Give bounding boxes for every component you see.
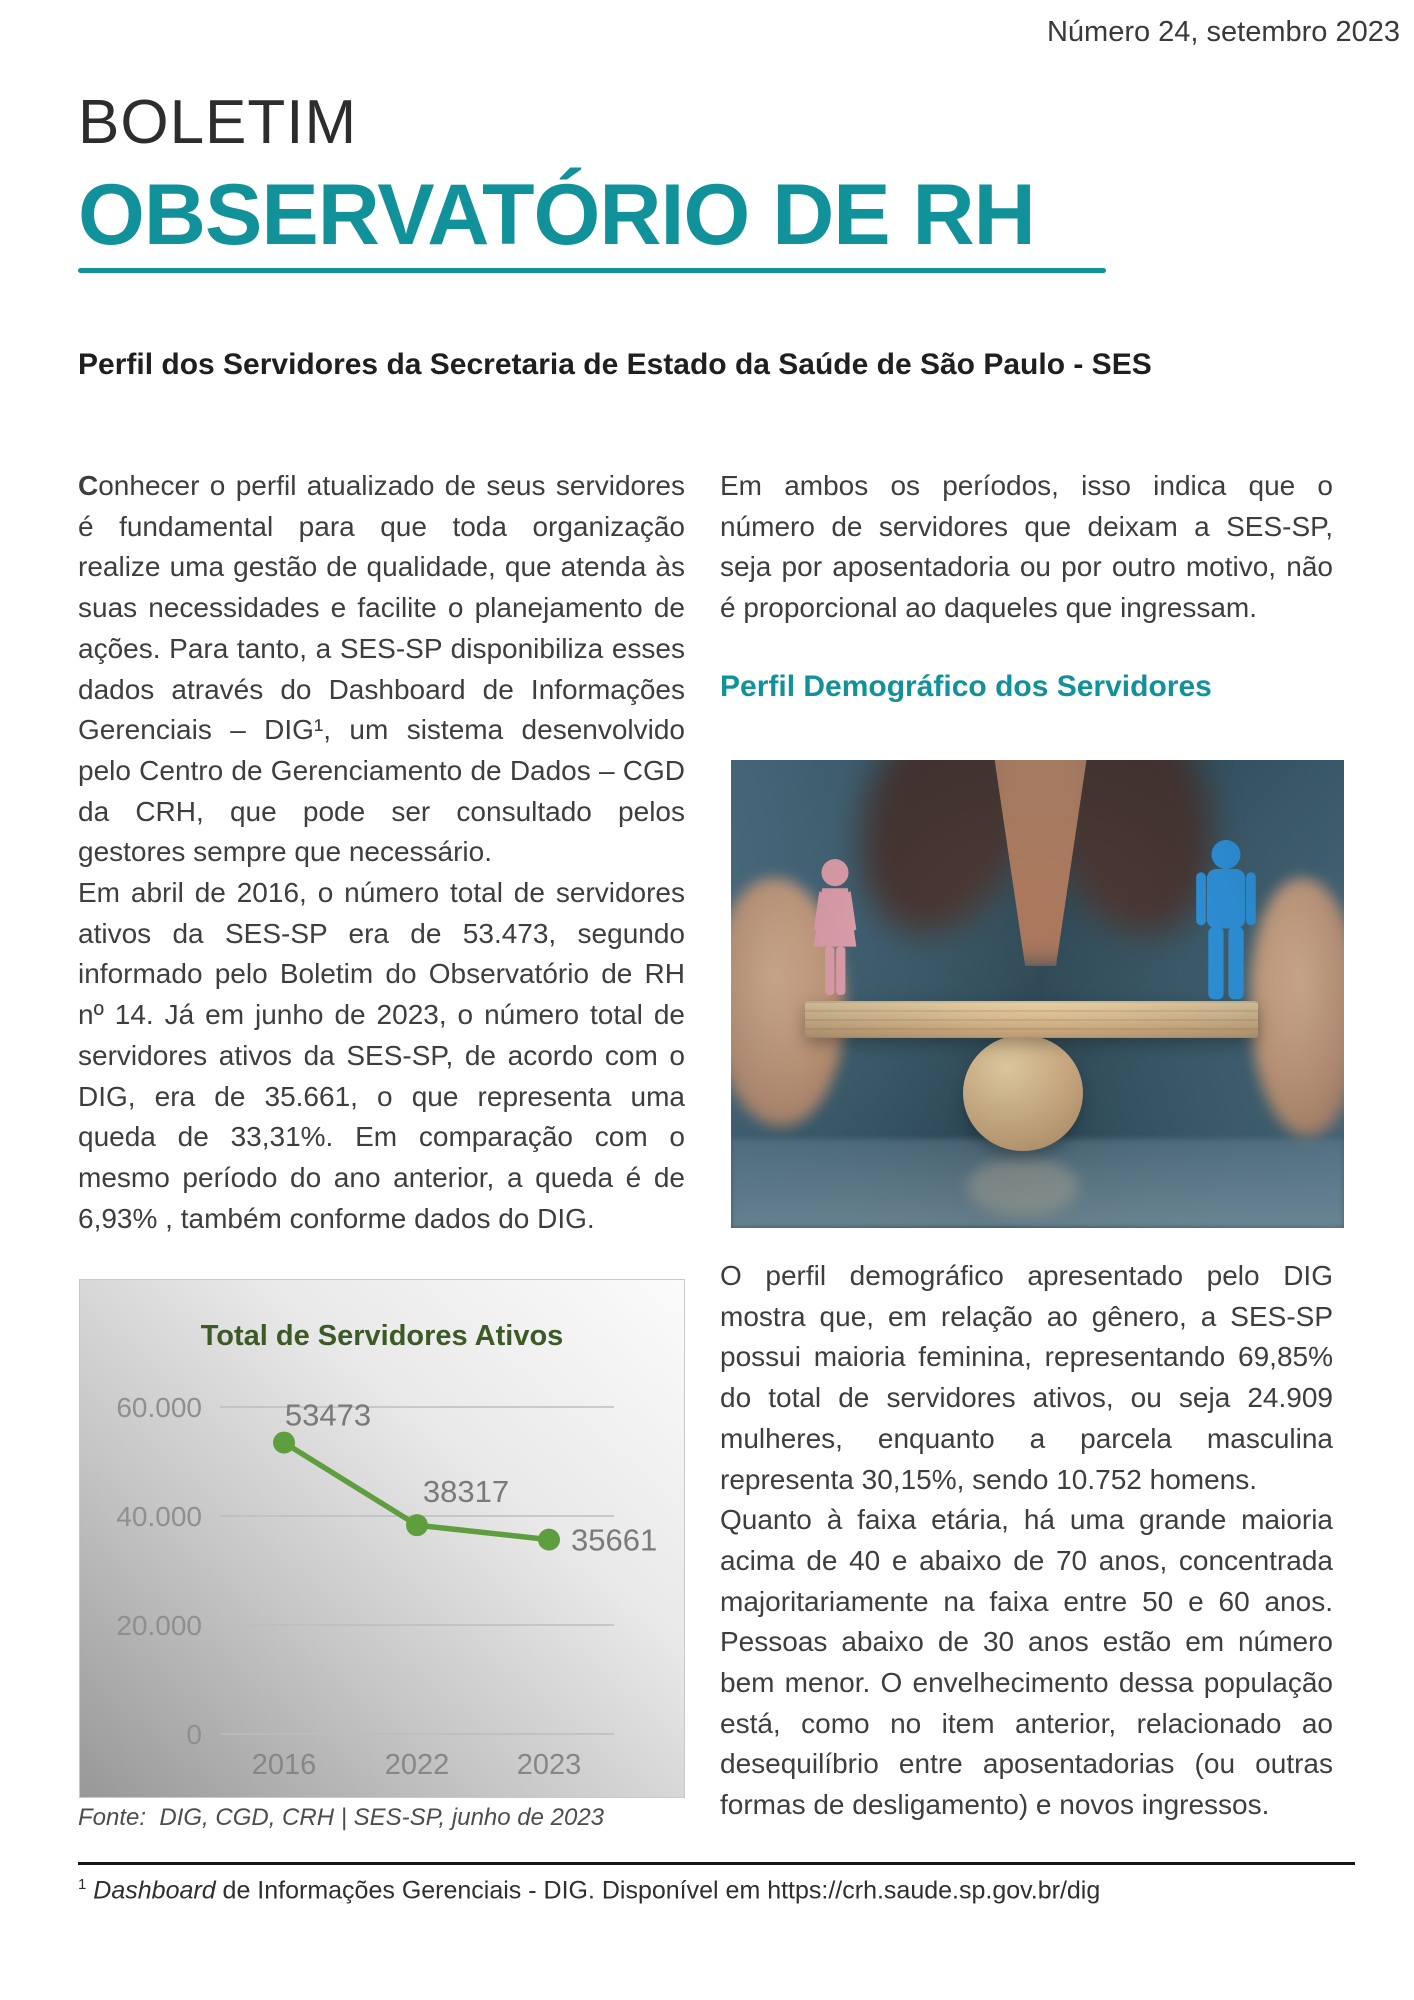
issue-date: Número 24, setembro 2023 — [1046, 16, 1400, 48]
svg-text:40.000: 40.000 — [116, 1501, 202, 1532]
servants-line-chart — [79, 1279, 685, 1798]
svg-text:2016: 2016 — [251, 1749, 317, 1781]
fulcrum-reflection — [967, 1158, 1079, 1216]
footnote-marker: 1 — [78, 1876, 87, 1893]
paragraph-age: Quanto à faixa etária, há uma grande maioria acima de 40 e abaixo de 70 anos, concentrada majoritariamente na faixa entre 50 e 60 anos. Pessoas abaixo de 30 anos estão em número bem menor. O envelhecimento dessa população está, como no item anterior, relacionado ao desequilíbrio entre aposentadorias (ou outras formas de desligamento) e novos ingressos. — [720, 1504, 1333, 1821]
drop-cap: C — [78, 470, 99, 501]
svg-text:0: 0 — [186, 1719, 202, 1750]
male-figure-icon — [1184, 840, 1268, 1001]
chart-source: Fonte: DIG, CGD, CRH | SES-SP, junho de 2023 — [78, 1804, 605, 1831]
svg-text:38317: 38317 — [422, 1474, 510, 1510]
right-column — [720, 466, 1333, 629]
paragraph-totals: Em abril de 2016, o número total de servidores ativos da SES-SP era de 53.473, segundo informado pelo Boletim do Observatório de RH nº 14. Já em junho de 2023, o número total de servidores ativos da SES-SP, de acordo com o DIG, era de 35.661, o que representa uma queda de 33,31%. Em comparação com o mesmo período do ano anterior, a queda é de 6,93% , também conforme dados do DIG. — [78, 877, 685, 1234]
chart-title: Total de Servidores Ativos — [200, 1320, 564, 1352]
title-underline — [78, 268, 1106, 273]
footnote-italic-word: Dashboard — [93, 1876, 216, 1905]
paragraph-balance: Em ambos os períodos, isso indica que o número de servidores que deixam a SES-SP, seja por aposentadoria ou por outro motivo, não é proporcional ao daqueles que ingressam. — [720, 470, 1333, 624]
svg-text:35661: 35661 — [571, 1522, 658, 1558]
chart-plot-area — [80, 1280, 686, 1799]
left-column — [78, 466, 685, 1239]
female-figure-icon — [798, 858, 872, 1001]
svg-text:60.000: 60.000 — [116, 1392, 202, 1423]
footnote-divider — [78, 1862, 1355, 1865]
wooden-fulcrum — [963, 1035, 1083, 1151]
svg-text:2022: 2022 — [384, 1749, 450, 1781]
section-heading-demographic: Perfil Demográfico dos Servidores — [720, 670, 1212, 703]
svg-text:20.000: 20.000 — [116, 1610, 202, 1641]
svg-text:2023: 2023 — [516, 1749, 582, 1781]
gender-balance-photo — [731, 760, 1344, 1228]
paragraph-intro-text: onhecer o perfil atualizado de seus servidores é fundamental para que toda organização realize uma gestão de qualidade, que atenda às suas necessidades e facilite o planejamento de ações. Para tanto, a SES-SP disponibiliza esses dados através do Dashboard de Informações Gerenciais – DIG¹, um sistema desenvolvido pelo Centro de Gerenciamento de Dados – CGD da CRH, que pode ser consultado pelos gestores sempre que necessário. — [78, 470, 685, 868]
article-subtitle: Perfil dos Servidores da Secretaria de Estado da Saúde de São Paulo - SES — [78, 348, 1152, 381]
svg-text:53473: 53473 — [284, 1397, 372, 1433]
right-column-lower — [720, 1256, 1333, 1826]
paragraph-gender: O perfil demográfico apresentado pelo DIG mostra que, em relação ao gênero, a SES-SP possui maioria feminina, representando 69,85% do total de servidores ativos, ou seja 24.909 mulheres, enquanto a parcela masculina representa 30,15%, sendo 10.752 homens. — [720, 1260, 1333, 1495]
footnote-text: de Informações Gerenciais - DIG. Disponível em https://crh.saude.sp.gov.br/dig — [215, 1876, 1101, 1905]
footnote — [78, 1876, 1100, 1905]
bulletin-title: BOLETIM — [78, 88, 358, 157]
wooden-plank — [805, 1001, 1259, 1038]
observatorio-rh-title: OBSERVATÓRIO DE RH — [78, 167, 1035, 263]
paragraph-intro — [78, 466, 685, 873]
